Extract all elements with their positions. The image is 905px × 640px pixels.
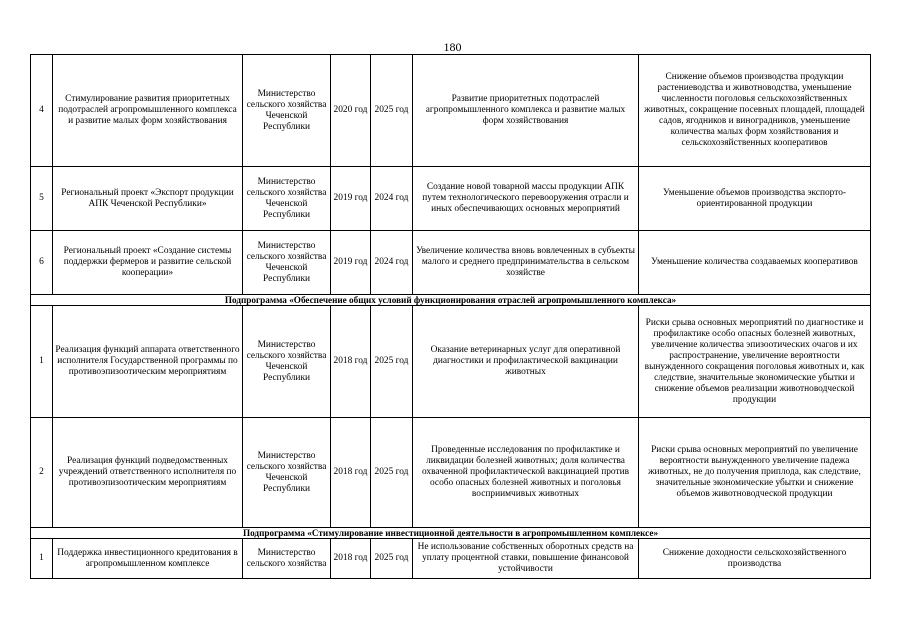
risks: Уменьшение количества создаваемых кооперативов [639, 231, 871, 295]
end-year: 2025 год [371, 539, 413, 579]
event-name: Стимулирование развития приоритетных подотраслей агропромышленного комплекса и развитие малых форм хозяйствования [53, 55, 243, 167]
table-row [31, 418, 871, 528]
end-year: 2025 год [371, 55, 413, 167]
executor: Министерство сельского хозяйства Чеченской Республики [243, 306, 331, 418]
start-year: 2020 год [331, 55, 371, 167]
risks: Риски срыва основных мероприятий по увеличение вероятности вынужденного увеличение падежа животных, не до получения приплода, как следствие, значительные экономические убытки и снижение объемов животноводческой продукции [639, 418, 871, 528]
executor: Министерство сельского хозяйства Чеченской Республики [243, 167, 331, 231]
table-row [31, 539, 871, 579]
table-row [31, 55, 871, 167]
expected-result: Не использование собственных оборотных средств на уплату процентной ставки, повышение финансовой устойчивости [413, 539, 639, 579]
row-number: 4 [31, 55, 53, 167]
page-number: 180 [443, 40, 462, 54]
table-row [31, 231, 871, 295]
end-year: 2024 год [371, 167, 413, 231]
row-number: 6 [31, 231, 53, 295]
risks: Риски срыва основных мероприятий по диагностике и профилактике особо опасных болезней животных, увеличение количества эпизоотических очагов и их распространение, увеличение вероятности вынужденного сокращения поголовья животных и, как следствие, значительные экономические убытки и снижение объемов реализации животноводческой продукции [639, 306, 871, 418]
start-year: 2018 год [331, 539, 371, 579]
program-events-table [30, 54, 871, 579]
executor: Министерство сельского хозяйства [243, 539, 331, 579]
start-year: 2019 год [331, 231, 371, 295]
row-number: 2 [31, 418, 53, 528]
expected-result: Оказание ветеринарных услуг для оперативной диагностики и профилактической вакцинации животных [413, 306, 639, 418]
event-name: Реализация функций подведомственных учреждений ответственного исполнителя по противоэпизоотическим мероприятиям [53, 418, 243, 528]
row-number: 1 [31, 306, 53, 418]
end-year: 2024 год [371, 231, 413, 295]
expected-result: Увеличение количества вновь вовлеченных в субъекты малого и среднего предпринимательства в сельском хозяйстве [413, 231, 639, 295]
row-number: 1 [31, 539, 53, 579]
risks: Снижение объемов производства продукции растениеводства и животноводства, уменьшение численности поголовья сельскохозяйственных животных, сокращение посевных площадей, площадей садов, ягодников и виноградников, уменьшение количества малых форм хозяйствования и сельскохозяйственных кооперативов [639, 55, 871, 167]
subprogram-title: Подпрограмма «Стимулирование инвестиционной деятельности в агропромышленном комплексе» [31, 528, 871, 539]
executor: Министерство сельского хозяйства Чеченской Республики [243, 418, 331, 528]
risks: Уменьшение объемов производства экспорто-ориентированной продукции [639, 167, 871, 231]
end-year: 2025 год [371, 306, 413, 418]
expected-result: Развитие приоритетных подотраслей агропромышленного комплекса и развитие малых форм хозяйствования [413, 55, 639, 167]
event-name: Поддержка инвестиционного кредитования в агропромышленном комплексе [53, 539, 243, 579]
start-year: 2018 год [331, 306, 371, 418]
subprogram-header-row [31, 528, 871, 539]
risks: Снижение доходности сельскохозяйственного производства [639, 539, 871, 579]
table-row [31, 306, 871, 418]
event-name: Региональный проект «Экспорт продукции АПК Чеченской Республики» [53, 167, 243, 231]
executor: Министерство сельского хозяйства Чеченской Республики [243, 55, 331, 167]
event-name: Региональный проект «Создание системы поддержки фермеров и развитие сельской кооперации» [53, 231, 243, 295]
end-year: 2025 год [371, 418, 413, 528]
expected-result: Создание новой товарной массы продукции АПК путем технологического перевооружения отрасли и иных обеспечивающих основных мероприятий [413, 167, 639, 231]
subprogram-header-row [31, 295, 871, 306]
subprogram-title: Подпрограмма «Обеспечение общих условий функционирования отраслей агропромышленного комплекса» [31, 295, 871, 306]
expected-result: Проведенные исследования по профилактике и ликвидации болезней животных; доля количества охваченной профилактической вакцинацией против особо опасных болезней животных и поголовья восприимчивых животных [413, 418, 639, 528]
event-name: Реализация функций аппарата ответственного исполнителя Государственной программы по противоэпизоотическим мероприятиям [53, 306, 243, 418]
table-row [31, 167, 871, 231]
start-year: 2019 год [331, 167, 371, 231]
executor: Министерство сельского хозяйства Чеченской Республики [243, 231, 331, 295]
row-number: 5 [31, 167, 53, 231]
start-year: 2018 год [331, 418, 371, 528]
